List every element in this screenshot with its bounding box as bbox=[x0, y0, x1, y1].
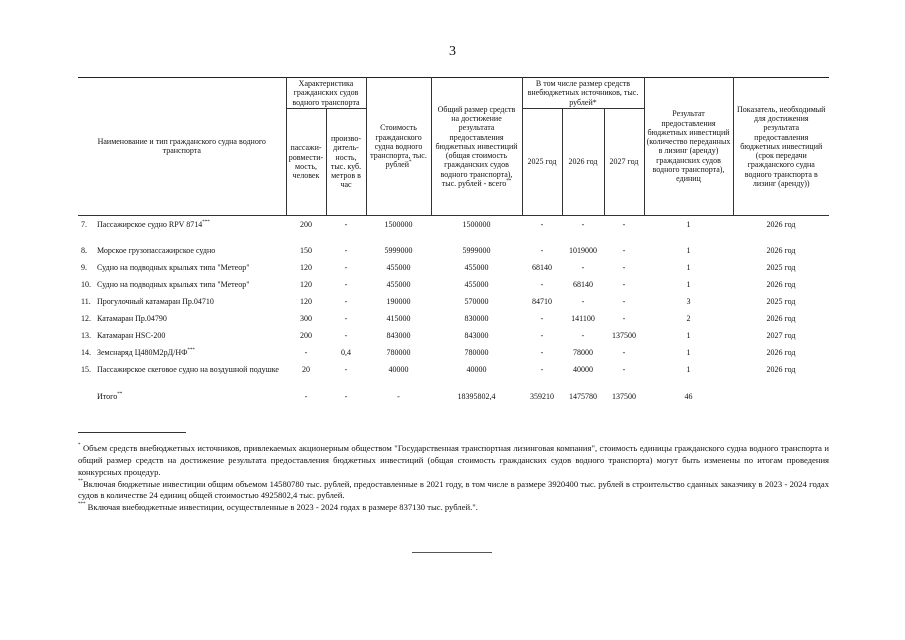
cell-y2027: 137500 bbox=[612, 392, 636, 402]
cell-passengers: 200 bbox=[300, 331, 312, 341]
cell-passengers: 120 bbox=[300, 263, 312, 273]
cell-passengers: 120 bbox=[300, 297, 312, 307]
cell-unit-cost: 415000 bbox=[386, 314, 411, 324]
header-characteristics: Характеристика гражданских судов водного транспорта bbox=[286, 78, 366, 109]
table-row bbox=[78, 314, 829, 331]
page-number: 3 bbox=[449, 44, 456, 59]
cell-result: 3 bbox=[686, 297, 691, 307]
table-row bbox=[78, 348, 829, 365]
cell-result: 1 bbox=[686, 365, 691, 375]
cell-result: 1 bbox=[686, 246, 691, 256]
cell-term bbox=[733, 389, 829, 406]
table-row bbox=[78, 263, 829, 280]
table-row bbox=[78, 297, 829, 314]
cell-productivity: - bbox=[344, 263, 348, 273]
cell-result: 46 bbox=[684, 392, 693, 402]
cell-y2025: 359210 bbox=[530, 392, 554, 402]
cell-productivity: - bbox=[344, 314, 348, 324]
header-2026: 2026 год bbox=[562, 108, 604, 215]
cell-y2026: - bbox=[581, 219, 585, 229]
cell-unit-cost: 1500000 bbox=[384, 219, 413, 229]
vessel-name: 10. Судно на подводных крыльях типа "Метеор" bbox=[81, 280, 250, 290]
cell-y2027: - bbox=[622, 263, 626, 273]
cell-passengers: 120 bbox=[300, 280, 312, 290]
vessel-name: 7. Пассажирское судно RPV 8714*** bbox=[81, 219, 210, 229]
cell-total: 40000 bbox=[466, 365, 487, 375]
cell-productivity: - bbox=[344, 219, 348, 229]
header-result: Результат предоставления бюджетных инвестиций (количество переданных в лизинг (аренду) гражданских судов водного транспорта), единиц bbox=[644, 78, 733, 216]
vessel-name: 15. Пассажирское скеговое судно на воздушной подушке bbox=[81, 365, 279, 375]
cell-result: 1 bbox=[686, 263, 691, 273]
cell-y2025: 68140 bbox=[532, 263, 552, 273]
cell-productivity: - bbox=[344, 331, 348, 341]
cell-total: 455000 bbox=[464, 263, 489, 273]
cell-unit-cost: - bbox=[397, 392, 400, 402]
cell-passengers: 300 bbox=[300, 314, 312, 324]
cell-term: 2025 год bbox=[766, 263, 796, 273]
cell-term: 2027 год bbox=[766, 331, 796, 341]
cell-y2026: 1475780 bbox=[569, 392, 597, 402]
header-2025: 2025 год bbox=[522, 108, 562, 215]
cell-y2027: - bbox=[622, 314, 626, 324]
header-name: Наименование и тип гражданского судна водного транспорта bbox=[78, 78, 286, 216]
vessel-name: 9. Судно на подводных крыльях типа "Метеор" bbox=[81, 263, 250, 273]
cell-term: 2026 год bbox=[766, 348, 796, 358]
cell-term: 2026 год bbox=[766, 219, 796, 229]
total-row bbox=[78, 389, 829, 406]
cell-y2026: 141100 bbox=[571, 314, 595, 324]
cell-y2025: - bbox=[540, 280, 544, 290]
table-row bbox=[78, 331, 829, 348]
cell-passengers: - bbox=[304, 392, 308, 402]
cell-total: 843000 bbox=[464, 331, 489, 341]
header-extrabudget: В том числе размер средств внебюджетных источников, тыс. рублей* bbox=[522, 78, 644, 109]
cell-productivity: - bbox=[344, 246, 348, 256]
cell-total: 5999000 bbox=[462, 246, 491, 256]
cell-term: 2026 год bbox=[766, 365, 796, 375]
table-row bbox=[78, 246, 829, 263]
cell-passengers: 200 bbox=[300, 219, 312, 229]
table-row bbox=[78, 365, 829, 389]
cell-result: 1 bbox=[686, 280, 691, 290]
vessel-name: 13. Катамаран HSC-200 bbox=[81, 331, 166, 341]
table-row bbox=[78, 280, 829, 297]
vessels-table bbox=[78, 77, 829, 406]
cell-y2025: - bbox=[540, 314, 544, 324]
total-label: Итого** bbox=[97, 392, 123, 402]
cell-productivity: 0,4 bbox=[341, 348, 351, 358]
cell-result: 1 bbox=[686, 348, 691, 358]
footnote-3: *** Включая внебюджетные инвестиции, осуществленные в 2023 - 2024 годах в размере 837130 тыс. рублей.". bbox=[78, 502, 478, 513]
cell-productivity: - bbox=[344, 280, 348, 290]
vessel-name: 12. Катамаран Пр.04790 bbox=[81, 314, 167, 324]
cell-result: 2 bbox=[686, 314, 691, 324]
cell-unit-cost: 455000 bbox=[386, 263, 411, 273]
cell-y2026: - bbox=[581, 297, 585, 307]
cell-y2025: - bbox=[540, 365, 544, 375]
cell-y2027: 137500 bbox=[612, 331, 636, 341]
header-unit-cost: Стоимость гражданского судна водного транспорта, тыс. рублей* bbox=[366, 78, 431, 216]
cell-term: 2026 год bbox=[766, 246, 796, 256]
cell-total: 780000 bbox=[464, 348, 489, 358]
table-body bbox=[78, 215, 829, 406]
header-passenger-capacity: пассажи-ровмести-мость, человек bbox=[286, 108, 326, 215]
cell-y2025: - bbox=[540, 219, 544, 229]
cell-y2027: - bbox=[622, 219, 626, 229]
footnotes bbox=[78, 443, 829, 514]
cell-productivity: - bbox=[344, 392, 348, 402]
cell-y2025: - bbox=[540, 348, 544, 358]
footnote-1: * Объем средств внебюджетных источников, привлекаемых акционерным обществом "Государственная транспортная лизинговая компания", стоимость единицы гражданского судна водного транспорта и общий размер средств на достижение результата предоставления бюджетных инвестиций (общая стоимость гражданских судов водного транспорта) могут быть изменены по итогам проведения конкурсных процедур. bbox=[78, 443, 829, 477]
cell-unit-cost: 190000 bbox=[386, 297, 411, 307]
cell-term: 2026 год bbox=[766, 314, 796, 324]
cell-total: 830000 bbox=[464, 314, 489, 324]
cell-result: 1 bbox=[686, 219, 691, 229]
cell-y2026: 40000 bbox=[573, 365, 593, 375]
cell-unit-cost: 40000 bbox=[388, 365, 409, 375]
cell-productivity: - bbox=[344, 297, 348, 307]
cell-y2026: - bbox=[581, 263, 585, 273]
end-divider bbox=[412, 552, 492, 553]
cell-total: 18395802,4 bbox=[457, 392, 496, 402]
cell-total: 1500000 bbox=[462, 219, 491, 229]
cell-y2025: 84710 bbox=[532, 297, 552, 307]
header-2027: 2027 год bbox=[604, 108, 644, 215]
footnote-divider bbox=[78, 432, 186, 433]
vessel-name: 14. Земснаряд Ц480М2рД/НФ*** bbox=[81, 348, 195, 358]
cell-passengers: 150 bbox=[300, 246, 312, 256]
cell-unit-cost: 843000 bbox=[386, 331, 411, 341]
cell-y2027: - bbox=[622, 246, 626, 256]
cell-y2027: - bbox=[622, 348, 626, 358]
header-productivity: произво-дитель-ность, тыс. куб. метров в час bbox=[326, 108, 366, 215]
cell-passengers: 20 bbox=[302, 365, 310, 375]
cell-y2026: 78000 bbox=[573, 348, 593, 358]
header-total: Общий размер средств на достижение результата предоставления бюджетных инвестиций (общая стоимость гражданских судов водного транспорта), тыс. рублей - всего** bbox=[431, 78, 522, 216]
vessel-name: 8. Морское грузопассажирское судно bbox=[81, 246, 216, 256]
cell-passengers: - bbox=[304, 348, 308, 358]
cell-term: 2026 год bbox=[766, 280, 796, 290]
cell-unit-cost: 780000 bbox=[386, 348, 411, 358]
cell-y2026: - bbox=[581, 331, 585, 341]
cell-y2026: 1019000 bbox=[569, 246, 597, 256]
cell-result: 1 bbox=[686, 331, 691, 341]
cell-y2025: - bbox=[540, 246, 544, 256]
cell-term: 2025 год bbox=[766, 297, 796, 307]
table-row bbox=[78, 215, 829, 246]
cell-unit-cost: 5999000 bbox=[384, 246, 413, 256]
cell-y2027: - bbox=[622, 297, 626, 307]
cell-total: 570000 bbox=[464, 297, 489, 307]
header-indicator: Показатель, необходимый для достижения результата предоставления бюджетных инвестиций (срок передачи гражданского судна водного транспорта в лизинг (аренду)) bbox=[733, 78, 829, 216]
cell-y2026: 68140 bbox=[573, 280, 593, 290]
cell-y2027: - bbox=[622, 280, 626, 290]
cell-total: 455000 bbox=[464, 280, 489, 290]
cell-y2025: - bbox=[540, 331, 544, 341]
cell-unit-cost: 455000 bbox=[386, 280, 411, 290]
cell-y2027: - bbox=[622, 365, 626, 375]
footnote-2: **Включая бюджетные инвестиции общим объемом 14580780 тыс. рублей, предоставленные в 2021 году, в том числе в размере 3920400 тыс. рублей в строительство сданных заказчику в 2023 - 2024 годах судов в количестве 24 единиц общей стоимостью 4925802,4 тыс. рублей. bbox=[78, 478, 829, 501]
cell-productivity: - bbox=[344, 365, 348, 375]
vessel-name: 11. Прогулочный катамаран Пр.04710 bbox=[81, 297, 214, 307]
